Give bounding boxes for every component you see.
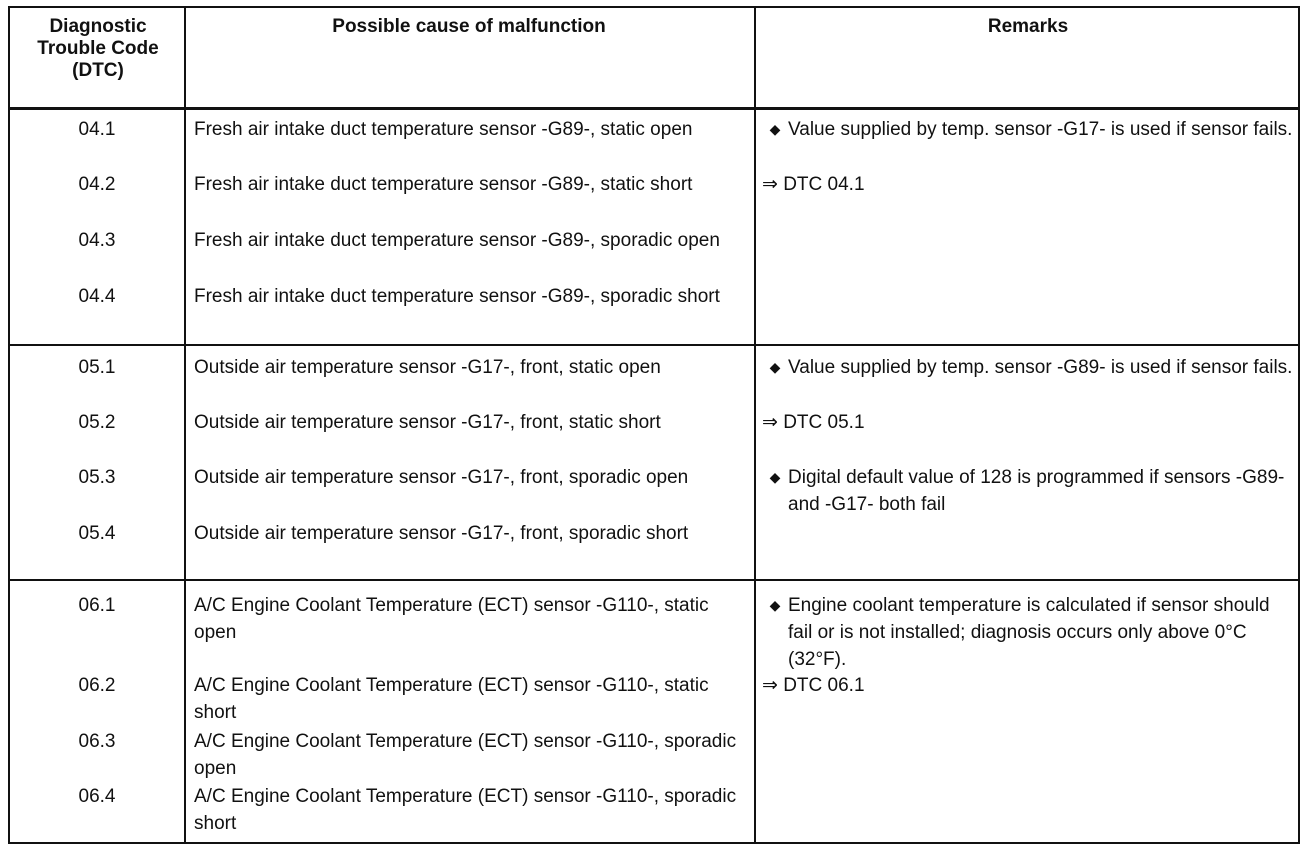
dtc-code: 06.2	[78, 675, 116, 696]
remark-reference: ⇒ DTC 04.1	[762, 174, 865, 195]
dtc-code: 05.4	[78, 523, 116, 544]
dtc-cause: A/C Engine Coolant Temperature (ECT) sensor -G110-, static short	[194, 675, 709, 723]
dtc-cause: Fresh air intake duct temperature sensor -G89-, sporadic open	[194, 230, 720, 251]
dtc-cause: Outside air temperature sensor -G17-, front, static open	[194, 357, 661, 378]
group-divider	[10, 344, 1298, 346]
remark-bullet	[762, 592, 1297, 673]
header-cause: Possible cause of malfunction	[332, 16, 606, 37]
dtc-code: 04.3	[78, 230, 116, 251]
bullet-icon: ◆	[769, 597, 781, 613]
dtc-cause: Fresh air intake duct temperature sensor -G89-, static short	[194, 174, 693, 195]
remark-text: Value supplied by temp. sensor -G17- is used if sensor fails.	[788, 119, 1293, 140]
dtc-code: 05.2	[78, 412, 116, 433]
remark-text: Digital default value of 128 is programmed if sensors -G89- and -G17- both fail	[788, 467, 1285, 515]
dtc-cause: A/C Engine Coolant Temperature (ECT) sensor -G110-, sporadic open	[194, 731, 737, 779]
remark-bullet	[762, 116, 1297, 143]
remark-reference: ⇒ DTC 05.1	[762, 412, 865, 433]
dtc-code: 06.3	[78, 731, 116, 752]
dtc-code: 06.4	[78, 786, 116, 807]
dtc-code: 06.1	[78, 595, 116, 616]
dtc-code: 05.3	[78, 467, 116, 488]
remark-text: Value supplied by temp. sensor -G89- is used if sensor fails.	[788, 357, 1293, 378]
header-divider	[10, 107, 1298, 110]
dtc-cause: A/C Engine Coolant Temperature (ECT) sensor -G110-, sporadic short	[194, 786, 737, 834]
dtc-cause: Outside air temperature sensor -G17-, front, sporadic open	[194, 467, 689, 488]
remark-bullet	[762, 354, 1297, 381]
dtc-code: 04.1	[78, 119, 116, 140]
remark-bullet	[762, 464, 1297, 518]
dtc-cause: Fresh air intake duct temperature sensor -G89-, static open	[194, 119, 693, 140]
dtc-cause: Outside air temperature sensor -G17-, front, static short	[194, 412, 661, 433]
dtc-cause: A/C Engine Coolant Temperature (ECT) sensor -G110-, static open	[194, 595, 709, 643]
dtc-code: 04.4	[78, 286, 116, 307]
bullet-icon: ◆	[769, 469, 781, 485]
dtc-code: 04.2	[78, 174, 116, 195]
dtc-cause: Fresh air intake duct temperature sensor -G89-, sporadic short	[194, 286, 720, 307]
dtc-cause: Outside air temperature sensor -G17-, front, sporadic short	[194, 523, 689, 544]
group-divider	[10, 579, 1298, 581]
column-divider	[184, 8, 186, 842]
bullet-icon: ◆	[769, 121, 781, 137]
header-dtc: Diagnostic Trouble Code (DTC)	[37, 16, 159, 81]
dtc-code: 05.1	[78, 357, 116, 378]
header-remarks: Remarks	[987, 16, 1069, 37]
remark-text: Engine coolant temperature is calculated if sensor should fail or is not installed; diagnosis occurs only above 0°C (32°F).	[788, 595, 1270, 670]
dtc-table	[8, 6, 1300, 844]
remark-reference: ⇒ DTC 06.1	[762, 675, 865, 696]
bullet-icon: ◆	[769, 359, 781, 375]
